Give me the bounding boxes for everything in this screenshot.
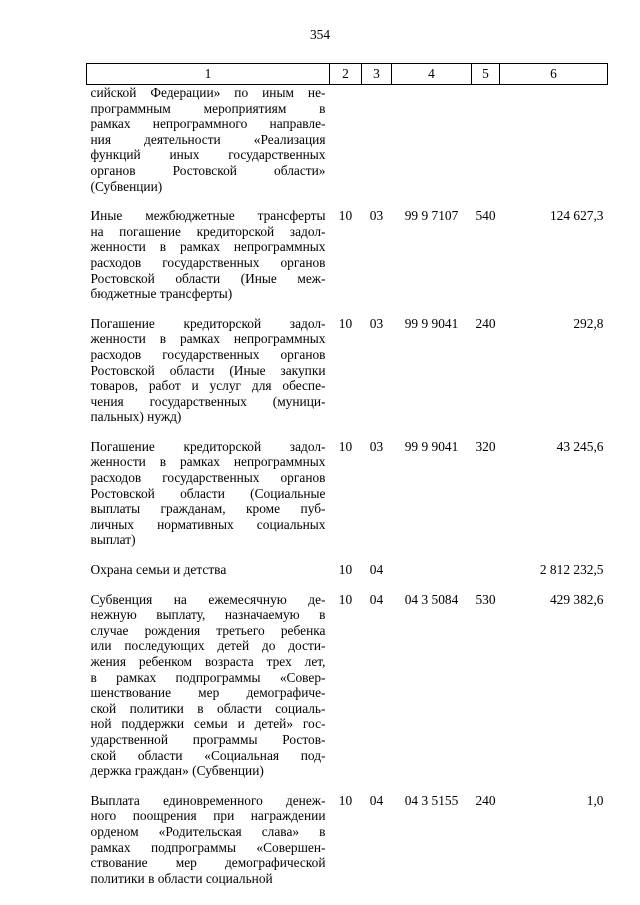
row-spacer-cell [87,578,608,592]
row-name-line: программным мероприятиям в [90,100,326,116]
row-name-line: чения государственных (муници- [90,393,326,409]
header-col-4: 4 [392,64,472,85]
row-name-line: Погашение кредиторской задол- [90,438,326,454]
budget-table [86,63,608,886]
row-name-line: Ростовской области (Иные закупки [90,362,326,378]
target-article-code-cell: 99 9 7107 [404,208,459,224]
section-code-cell: 10 [338,591,353,607]
row-name-line: ния деятельности «Реализация [90,131,326,147]
section-code-cell: 10 [338,562,353,578]
row-spacer [87,194,608,208]
row-spacer [87,779,608,793]
table-header-row [87,64,608,85]
row-name-line: политики в области социальной [90,870,273,886]
section-code-cell: 10 [338,792,353,808]
row-name-line: ной поддержки семьи и детей» гос- [90,716,326,732]
row-name-line: ударственной программы Ростов- [90,731,326,747]
subsection-code-cell: 04 [369,591,384,607]
row-name-cell [87,793,330,887]
expense-type-code-cell: 540 [475,208,496,224]
amount-cell [500,85,608,195]
row-name-line: на погашение кредиторской задол- [90,223,326,239]
section-code-cell [330,85,362,195]
row-name-line: жения ребенком возраста трех лет, [90,654,326,669]
expense-type-code-cell [472,85,500,195]
row-spacer [87,548,608,562]
row-name-line: или последующих детей до дости- [90,638,326,654]
amount-cell: 124 627,3 [549,208,604,224]
row-name-line: женности в рамках непрограммных [90,331,326,347]
row-name-line: Погашение кредиторской задол- [90,315,326,331]
row-name-line: личных нормативных социальных [90,516,326,532]
expense-type-code-cell: 240 [475,315,496,331]
header-col-1: 1 [87,64,330,85]
target-article-code-cell [392,562,472,578]
row-name-line: ской политики в области социаль- [90,700,326,716]
page-number: 354 [309,27,331,42]
header-col-6: 6 [500,64,608,85]
header-col-5: 5 [472,64,500,85]
row-spacer-cell [87,779,608,793]
row-name-line: орденом «Родительская слава» в [90,823,326,839]
row-name-line: функций иных государственных [90,147,326,163]
table-row [87,592,608,779]
row-name-line: в рамках подпрограммы «Совер- [90,669,326,685]
table-row [87,439,608,548]
row-name-line: выплат) [90,532,136,548]
row-spacer [87,425,608,439]
row-name-line: (Субвенции) [90,178,163,194]
subsection-code-cell: 03 [369,438,384,454]
row-name-line: Ростовской области (Иные меж- [90,270,326,286]
expense-type-code-cell [472,562,500,578]
row-name-line: ствование мер демографической [90,855,326,871]
subsection-code-cell: 04 [369,562,384,578]
row-name-cell [87,208,330,302]
row-name-line: Выплата единовременного денеж- [90,792,326,808]
table-row [87,85,608,195]
row-name-line: Ростовской области (Социальные [90,485,326,501]
row-name-line: выплаты гражданам, кроме пуб- [90,501,326,517]
row-name-line: ской области «Социальная под- [90,747,326,763]
subsection-code-cell [362,85,392,195]
table-body [87,85,608,887]
subsection-code-cell: 03 [369,208,384,224]
row-name-line: нежную выплату, назначаемую в [90,607,326,623]
amount-cell: 429 382,6 [549,591,604,607]
row-name-line: рамках подпрограммы «Совершен- [90,839,326,855]
row-name-line: рамках непрограммного направле- [90,116,326,132]
row-name-line: Иные межбюджетные трансферты [90,208,326,224]
amount-cell: 43 245,6 [556,438,604,454]
table-row [87,562,608,578]
table-row [87,793,608,887]
row-spacer [87,302,608,316]
row-name-line: пальных) нужд) [90,409,182,425]
row-spacer [87,578,608,592]
row-spacer-cell [87,194,608,208]
row-name-line: случае рождения третьего ребенка [90,622,326,638]
row-name-line: Охрана семьи и детства [90,562,227,578]
section-code-cell: 10 [338,438,353,454]
header-col-2: 2 [330,64,362,85]
target-article-code-cell: 04 3 5155 [404,792,459,808]
row-name-line: держка граждан» (Субвенции) [90,763,264,779]
row-name-line: сийской Федерации» по иным не- [90,85,326,100]
target-article-code-cell [392,85,472,195]
table-row [87,208,608,302]
row-name-line: шенствование мер демографиче- [90,685,326,701]
row-name-line: расходов государственных органов [90,346,326,362]
expense-type-code-cell: 530 [475,591,496,607]
section-code-cell: 10 [338,315,353,331]
row-spacer-cell [87,425,608,439]
row-name-cell [87,562,330,578]
subsection-code-cell: 04 [369,792,384,808]
target-article-code-cell: 99 9 9041 [404,315,459,331]
expense-type-code-cell: 240 [475,792,496,808]
row-name-line: ного поощрения при награждении [90,808,326,824]
row-name-line: женности в рамках непрограммных [90,239,326,255]
header-col-3: 3 [362,64,392,85]
row-spacer-cell [87,302,608,316]
target-article-code-cell: 99 9 9041 [404,438,459,454]
target-article-code-cell: 04 3 5084 [404,591,459,607]
row-name-line: товаров, работ и услуг для обеспе- [90,378,326,394]
row-spacer-cell [87,548,608,562]
expense-type-code-cell: 320 [475,438,496,454]
table-row [87,316,608,425]
subsection-code-cell: 03 [369,315,384,331]
row-name-cell [87,316,330,425]
amount-cell: 2 812 232,5 [539,562,604,578]
row-name-line: органов Ростовской области» [90,162,326,178]
row-name-line: Субвенция на ежемесячную де- [90,591,326,607]
row-name-cell [87,85,330,195]
amount-cell: 1,0 [586,792,604,808]
row-name-line: женности в рамках непрограммных [90,454,326,470]
row-name-line: бюджетные трансферты) [90,286,233,302]
section-code-cell: 10 [338,208,353,224]
amount-cell: 292,8 [573,315,604,331]
row-name-cell [87,592,330,779]
row-name-line: расходов государственных органов [90,470,326,486]
row-name-cell [87,439,330,548]
row-name-line: расходов государственных органов [90,254,326,270]
